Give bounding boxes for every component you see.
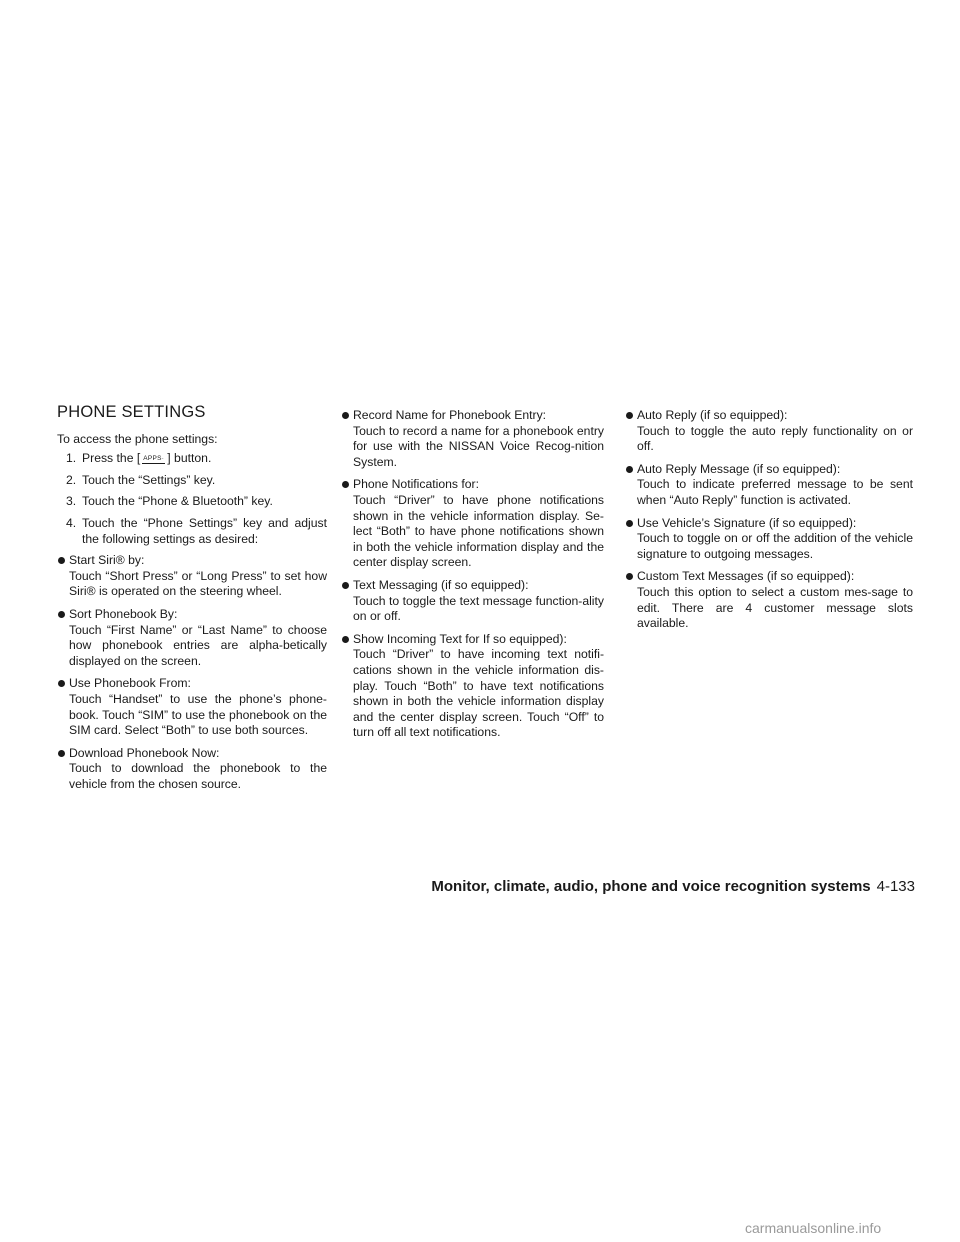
item-desc: Touch this option to select a custom mes-sage to edit. There are 4 customer message slots available. — [637, 584, 913, 631]
settings-list-1 — [57, 553, 327, 792]
item-title: Show Incoming Text for If so equipped): — [353, 631, 567, 646]
step-number: 1. — [66, 451, 77, 466]
item-desc: Touch “Driver” to have incoming text notifi-cations shown in the vehicle information dis-play. Touch “Both” to have text notifications shown in both the vehicle information display and the center display screen. Touch “Off” to turn off all text notifications. — [353, 647, 604, 740]
step-item — [57, 473, 327, 489]
item-desc: Touch “Handset” to use the phone’s phone-book. Touch “SIM” to use the phonebook on the SIM card. Select “Both” to use both sources. — [69, 691, 327, 738]
item-desc: Touch “Short Press” or “Long Press” to set how Siri® is operated on the steering wheel. — [69, 568, 327, 599]
bullet-icon — [341, 477, 353, 571]
item-title: Use Phonebook From: — [69, 676, 191, 691]
step-number: 2. — [66, 472, 77, 487]
list-item — [341, 578, 604, 625]
watermark: carmanualsonline.info — [745, 1220, 882, 1236]
bullet-icon — [625, 516, 637, 563]
step-item — [57, 494, 327, 510]
item-title: Custom Text Messages (if so equipped): — [637, 569, 855, 584]
item-title: Record Name for Phonebook Entry: — [353, 408, 547, 422]
intro-text: To access the phone settings: — [57, 431, 218, 446]
item-title: Auto Reply (if so equipped): — [637, 408, 788, 422]
bullet-icon — [625, 462, 637, 509]
list-item — [57, 607, 327, 669]
steps-list — [57, 451, 327, 547]
bullet-icon — [57, 676, 69, 738]
item-title: Sort Phonebook By: — [69, 606, 178, 621]
list-item — [57, 746, 327, 793]
bullet-icon — [625, 569, 637, 631]
item-desc: Touch to record a name for a phonebook entry for use with the NISSAN Voice Recog-nition System. — [353, 423, 604, 469]
apps-button-icon: APPS· — [143, 455, 165, 463]
list-item — [57, 676, 327, 738]
bullet-icon — [57, 607, 69, 669]
item-desc: Touch to toggle the auto reply functionality on or off. — [637, 423, 913, 454]
item-title: Auto Reply Message (if so equipped): — [637, 461, 841, 476]
item-title: Use Vehicle’s Signature (if so equipped): — [637, 515, 857, 530]
step-text: Touch the “Phone & Bluetooth” key. — [82, 494, 273, 509]
item-title: Start Siri® by: — [69, 553, 145, 568]
item-title: Download Phonebook Now: — [69, 745, 220, 760]
footer-section-title: Monitor, climate, audio, phone and voice recognition systems — [431, 878, 871, 895]
list-item — [341, 477, 604, 571]
item-desc: Touch to toggle on or off the addition of the vehicle signature to outgoing messages. — [637, 531, 913, 561]
list-item — [625, 569, 913, 631]
item-desc: Touch “First Name” or “Last Name” to choose how phonebook entries are alpha-betically displayed on the screen. — [69, 622, 327, 668]
bullet-icon — [57, 746, 69, 793]
step-number: 3. — [66, 494, 77, 509]
bullet-icon — [625, 408, 637, 455]
list-item — [341, 632, 604, 741]
bullet-icon — [341, 578, 353, 625]
item-desc: Touch “Driver” to have phone notifications shown in the vehicle information display. Se-lect “Both” to have phone notifications shown in both the vehicle information display and the center display screen. — [353, 492, 604, 570]
bullet-icon — [341, 632, 353, 741]
column-3 — [625, 408, 913, 639]
list-item — [625, 408, 913, 455]
column-2 — [341, 408, 604, 748]
step-text: Press the [ APPS· ] button. — [82, 451, 212, 466]
step-number: 4. — [66, 515, 77, 530]
column-1 — [57, 405, 327, 799]
page-number: 4-133 — [876, 878, 915, 895]
settings-list-3 — [625, 408, 913, 632]
item-title: Phone Notifications for: — [353, 477, 480, 492]
list-item — [625, 462, 913, 509]
page-footer — [420, 878, 915, 895]
item-title: Text Messaging (if so equipped): — [353, 577, 529, 592]
settings-list-2 — [341, 408, 604, 741]
step-item — [57, 451, 327, 467]
item-desc: Touch to toggle the text message function-ality on or off. — [353, 593, 604, 624]
bullet-icon — [341, 408, 353, 470]
list-item — [341, 408, 604, 470]
bullet-icon — [57, 553, 69, 600]
list-item — [625, 516, 913, 563]
step-text: Touch the “Settings” key. — [82, 472, 216, 487]
item-desc: Touch to indicate preferred message to be sent when “Auto Reply” function is activated. — [637, 477, 913, 507]
item-desc: Touch to download the phonebook to the vehicle from the chosen source. — [69, 761, 327, 791]
step-text: Touch the “Phone Settings” key and adjust the following settings as desired: — [82, 515, 327, 546]
list-item — [57, 553, 327, 600]
step-item — [57, 516, 327, 547]
section-heading: PHONE SETTINGS — [57, 403, 206, 421]
